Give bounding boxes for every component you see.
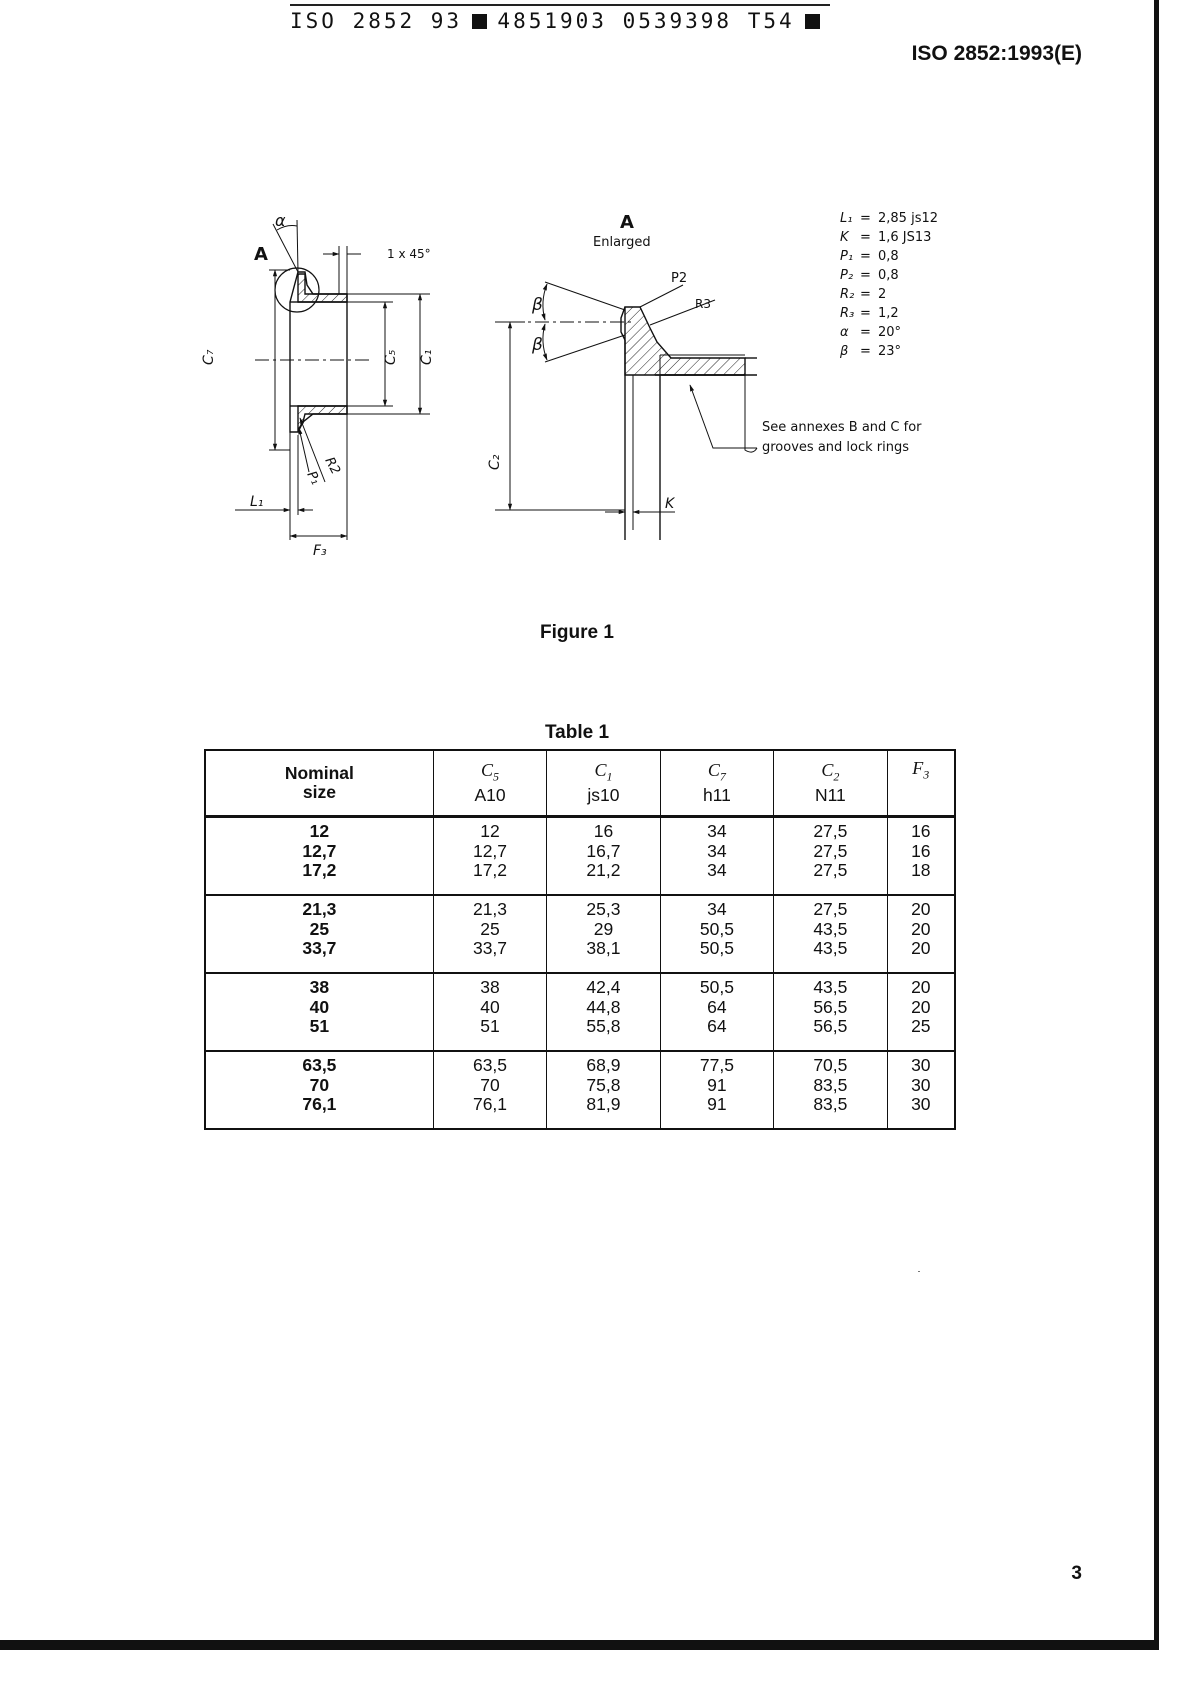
- barcode-text-2: 4851903 0539398 T54: [497, 9, 795, 33]
- legend-sym-4: P₂: [840, 268, 854, 283]
- table-cell: 27,5 43,5 43,5: [774, 895, 887, 973]
- table-cell: 12 12,7 17,2: [433, 817, 546, 896]
- table-cell: 50,5 64 64: [660, 973, 773, 1051]
- beta-label-top: β: [532, 295, 543, 315]
- r3-label: R3: [695, 297, 711, 311]
- legend-val-6: 1,2: [878, 306, 899, 321]
- c7-label: C₇: [201, 349, 217, 365]
- legend-eq-1: =: [860, 211, 871, 226]
- header-nominal-size: Nominal size: [205, 750, 433, 817]
- legend-val-4: 0,8: [878, 268, 899, 283]
- r2-label: R2: [321, 454, 343, 478]
- table-cell: 34 34 34: [660, 817, 773, 896]
- legend-val-2: 1,6 JS13: [878, 230, 932, 245]
- detail-letter-left: A: [254, 244, 268, 265]
- legend-sym-8: β: [840, 344, 849, 359]
- legend-val-7: 20°: [878, 325, 902, 340]
- table-header-row: [205, 750, 955, 817]
- table-cell: 38 40 51: [433, 973, 546, 1051]
- dimensions-table: [204, 749, 956, 1130]
- f3-label: F₃: [313, 543, 327, 559]
- table-cell: 68,9 75,8 81,9: [547, 1051, 660, 1129]
- table-cell: 63,5 70 76,1: [433, 1051, 546, 1129]
- legend-sym-7: α: [840, 325, 849, 340]
- enlarged-label: Enlarged: [593, 235, 651, 250]
- table-cell: 43,5 56,5 56,5: [774, 973, 887, 1051]
- table-row: [205, 973, 955, 1051]
- table-cell: 25,3 29 38,1: [547, 895, 660, 973]
- header-f3: $F_3$: [887, 750, 955, 817]
- barcode-text-1: ISO 2852 93: [290, 9, 463, 33]
- table-cell: 70,5 83,5 83,5: [774, 1051, 887, 1129]
- legend-eq-8: =: [860, 344, 871, 359]
- table-cell: 34 50,5 50,5: [660, 895, 773, 973]
- legend-sym-5: R₂: [840, 287, 855, 302]
- alpha-label: α: [275, 211, 286, 230]
- table-cell: 12 12,7 17,2: [205, 817, 433, 896]
- left-section-labels: [201, 211, 435, 559]
- legend-eq-2: =: [860, 230, 871, 245]
- table-cell: 63,5 70 76,1: [302, 1055, 337, 1114]
- c1-label: C₁: [419, 349, 435, 365]
- legend-eq-3: =: [860, 249, 871, 264]
- table-row: [205, 895, 955, 973]
- header-c1: $C_1$ js10: [547, 750, 660, 817]
- table-cell: 38 40 51: [205, 973, 433, 1051]
- figure-1-drawing: [195, 210, 995, 600]
- table-caption: Table 1: [544, 722, 610, 743]
- table-cell: 77,5 91 91: [660, 1051, 773, 1129]
- p2-label: P2: [671, 271, 688, 286]
- left-section-view: [235, 220, 430, 540]
- header-barcode: [290, 4, 830, 36]
- legend-sym-6: R₃: [840, 306, 855, 321]
- page-number: 3: [1071, 1563, 1082, 1584]
- table-cell: 30 30 30: [887, 1051, 955, 1129]
- detail-letter-right: A: [620, 212, 634, 233]
- document-id: ISO 2852:1993(E): [911, 42, 1082, 65]
- scan-speck: [918, 1271, 920, 1272]
- legend-eq-5: =: [860, 287, 871, 302]
- c2-label: C₂: [487, 454, 503, 470]
- page-border-right: [1154, 0, 1159, 1645]
- tolerance-legend: [839, 211, 938, 359]
- table-cell: 16 16,7 21,2: [547, 817, 660, 896]
- legend-val-8: 23°: [878, 344, 902, 359]
- legend-eq-7: =: [860, 325, 871, 340]
- annex-note-line2: grooves and lock rings: [762, 440, 909, 455]
- page-border-bottom: [0, 1640, 1159, 1650]
- table-cell: 16 16 18: [887, 817, 955, 896]
- barcode-block-1: [472, 14, 487, 29]
- c5-label: C₅: [383, 349, 399, 365]
- table-row: [205, 1051, 955, 1129]
- legend-eq-6: =: [860, 306, 871, 321]
- table-row: [205, 817, 955, 896]
- table-cell: 42,4 44,8 55,8: [547, 973, 660, 1051]
- header-c2: $C_2$ N11: [774, 750, 887, 817]
- p1-label: P₁: [303, 468, 323, 488]
- barcode-block-2: [805, 14, 820, 29]
- table-cell: 21,3 25 33,7: [433, 895, 546, 973]
- annex-note-line1: See annexes B and C for: [762, 420, 922, 435]
- table-cell: 20 20 25: [887, 973, 955, 1051]
- beta-label-bottom: β: [532, 335, 543, 355]
- chamfer-label: 1 x 45°: [387, 247, 431, 261]
- table-cell: 21,3 25 33,7: [205, 895, 433, 973]
- k-label: K: [665, 496, 675, 512]
- legend-sym-3: P₁: [840, 249, 854, 264]
- header-c7: $C_7$ h11: [660, 750, 773, 817]
- table-cell: 20 20 20: [887, 895, 955, 973]
- legend-sym-1: L₁: [840, 211, 853, 226]
- legend-val-1: 2,85 js12: [878, 211, 939, 226]
- legend-sym-2: K: [840, 230, 849, 245]
- legend-val-5: 2: [878, 287, 887, 302]
- figure-caption: Figure 1: [540, 622, 614, 643]
- legend-val-3: 0,8: [878, 249, 899, 264]
- table-cell: 27,5 27,5 27,5: [774, 817, 887, 896]
- l1-label: L₁: [250, 494, 264, 510]
- legend-eq-4: =: [860, 268, 871, 283]
- detail-a-view: [495, 282, 757, 540]
- header-c5: $C_5$ A10: [433, 750, 546, 817]
